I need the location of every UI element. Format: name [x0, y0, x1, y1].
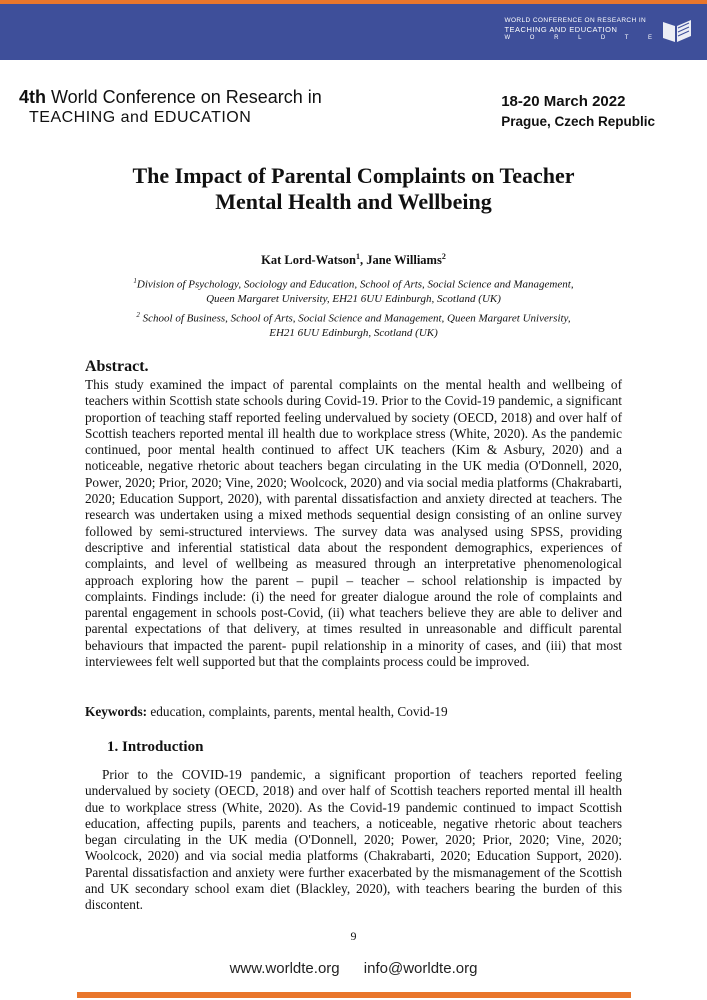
affiliation-1-line2: Queen Margaret University, EH21 6UU Edinburgh, Scotland (UK)	[206, 292, 501, 305]
introduction-text: Prior to the COVID-19 pandemic, a significant proportion of teachers reported feeling undervalued by society (OECD, 2018) and over half of Scottish teachers reported mental ill health due to workplace stress (White, 2020). As the Covid-19 pandemic continued to impact Scottish education, affecting pupils, parents and teachers, a noticeable, negative rhetoric about teachers began circulating in the UK media (O'Donnell, 2020; Power, 2020; Prior, 2020; Vine, 2020; Woolcock, 2020) and via social media platforms (Chakrabarti, 2020; Education Support, 2020). Parental dissatisfaction and anxiety were further exacerbated by the mismanagement of the Scottish and UK secondary school exam diet (Blackley, 2020), with teachers bearing the burden of this discontent.	[85, 767, 622, 913]
keywords	[85, 704, 448, 720]
logo-line-1: WORLD CONFERENCE ON RESEARCH IN	[504, 17, 647, 24]
author-2-affil-mark: 2	[441, 252, 446, 261]
footer-contact	[0, 960, 707, 977]
open-book-icon	[661, 18, 695, 44]
author-separator: ,	[359, 253, 367, 268]
conference-location: Prague, Czech Republic	[501, 114, 655, 129]
conference-dates: 18-20 March 2022	[501, 93, 626, 110]
affiliation-2-line1: School of Business, School of Arts, Social Science and Management, Queen Margaret University,	[139, 312, 571, 325]
conference-date-location	[501, 92, 655, 132]
email-link[interactable]: info@worldte.org	[363, 960, 478, 977]
affiliation-2-mark: 2	[136, 311, 140, 319]
author-list	[60, 252, 647, 268]
title-line-2: Mental Health and Wellbeing	[215, 189, 492, 214]
page-number: 9	[350, 929, 357, 943]
author-1: Kat Lord-Watson	[261, 253, 356, 268]
affiliation-1	[90, 274, 617, 306]
footer-accent-bar	[77, 992, 631, 998]
author-1-affil-mark: 1	[355, 252, 360, 261]
abstract-heading: Abstract.	[85, 358, 149, 375]
conference-logo	[504, 16, 661, 43]
conference-name	[19, 86, 322, 128]
logo-line-3: W O R L D T E	[504, 35, 661, 41]
conference-name-line2: TEACHING and EDUCATION	[29, 109, 252, 126]
affiliation-1-line1: Division of Psychology, Sociology and Education, School of Arts, Social Science and Management,	[136, 278, 574, 291]
conference-name-line1: World Conference on Research in	[46, 87, 322, 107]
affiliation-2	[90, 308, 617, 340]
section-heading-introduction: 1. Introduction	[107, 739, 204, 755]
header-banner	[0, 4, 707, 60]
author-2: Jane Williams	[366, 253, 442, 268]
keywords-label: Keywords:	[85, 704, 148, 719]
keywords-text: education, complaints, parents, mental health, Covid-19	[147, 704, 448, 719]
paper-title	[60, 163, 647, 215]
affiliation-2-line2: EH21 6UU Edinburgh, Scotland (UK)	[269, 326, 438, 339]
conference-ordinal: 4th	[19, 87, 46, 107]
abstract-text: This study examined the impact of parental complaints on the mental health and wellbeing of teachers within Scottish state schools during Covid-19. Prior to the Covid-19 pandemic, a significant proportion of teaching staff reported feeling undervalued by society (OECD, 2018) and over half of Scottish teachers reported mental ill health due to workplace stress (White, 2020). As the pandemic continued, poor mental health continued to affect UK teachers (Kim & Asbury, 2020) and a noticeable, negative rhetoric about teachers began circulating in the UK media (O'Donnell, 2020, Power, 2020; Prior, 2020; Vine, 2020; Woolcock, 2020) and via social media platforms (Chakrabarti, 2020; Education Support, 2020), with parental dissatisfaction and anxiety directed at teachers. The research was undertaken using a mixed methods sequential design consisting of an online survey followed by semi-structured interviews. The survey data was analysed using SPSS, providing descriptive and inferential statistical data about the respondent demographics, experiences of complaints, and level of wellbeing as measured through an interpretative phenomenological approach exploring how the parent – pupil – teacher – school relationship is impacted by complaints. Findings include: (i) the need for greater dialogue around the role of complaints and parental engagement in schools post-Covid, (ii) what teachers believe they are able to deliver and parental expectations of that delivery, at times resulted in unreasonable and difficult parental behaviours that impacted the parent- pupil relationship in a minority of cases, and (iii) that most interviewees felt well supported but that the complaints process could be improved.	[85, 377, 622, 670]
website-link[interactable]: www.worldte.org	[229, 960, 340, 977]
logo-line-2: TEACHING AND EDUCATION	[504, 25, 618, 34]
title-line-1: The Impact of Parental Complaints on Teacher	[132, 163, 575, 188]
affiliation-1-mark: 1	[133, 277, 137, 285]
